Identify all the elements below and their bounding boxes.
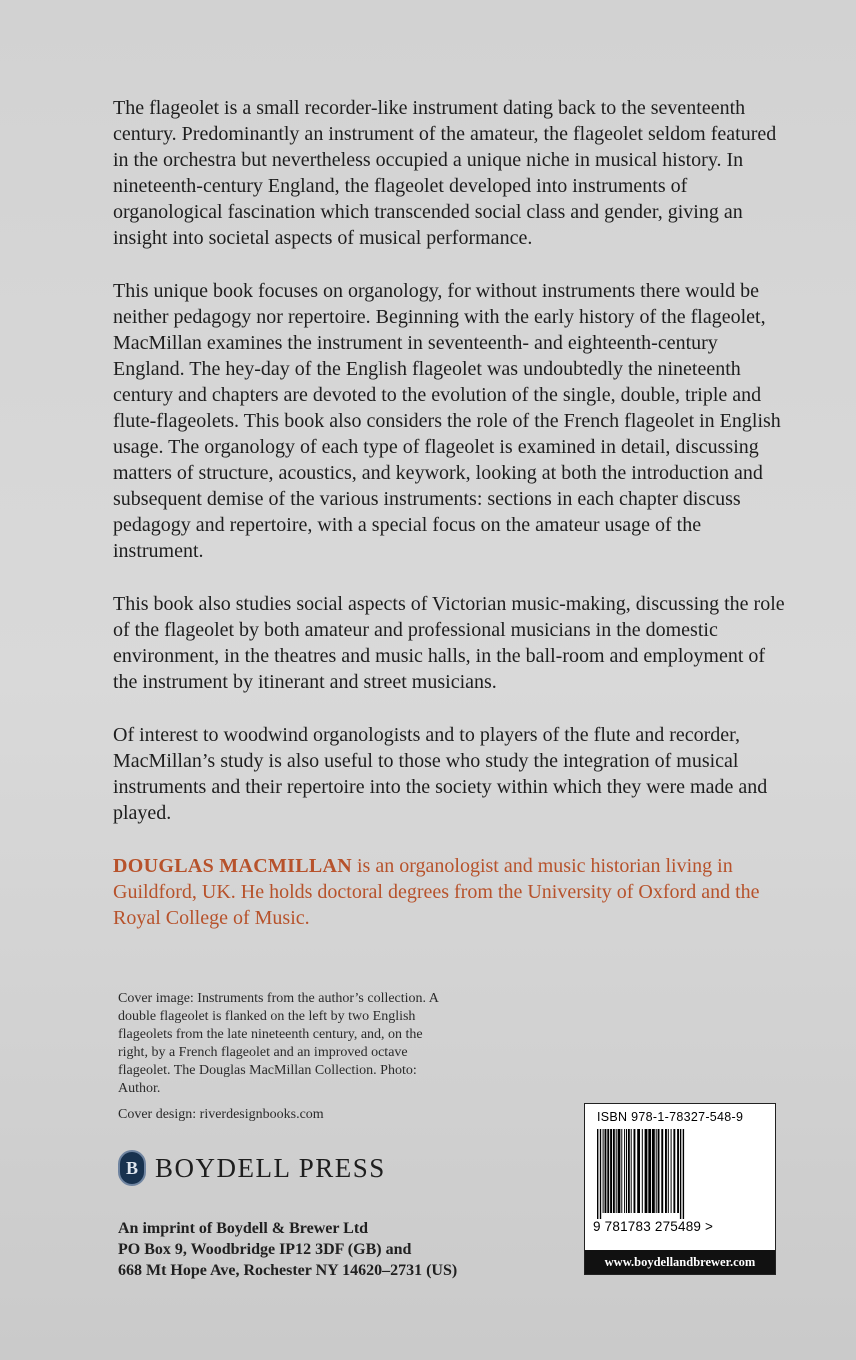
boydell-logo-icon: B — [118, 1150, 146, 1186]
publisher-name: BOYDELL PRESS — [155, 1152, 386, 1183]
barcode-bar — [673, 1129, 675, 1213]
author-name: DOUGLAS MACMILLAN — [113, 855, 352, 877]
barcode-bar — [616, 1129, 617, 1213]
ean-digits: 9 781783 275489 > — [593, 1219, 714, 1234]
imprint-line-1: An imprint of Boydell & Brewer Ltd — [118, 1220, 369, 1237]
description-paragraph-1: The flageolet is a small recorder-like instrument dating back to the seventeenth century. Predominantly an instrument of the amateur, the flageolet seldom featured in the orchestra but nevertheless occupied a unique niche in musical history. In nineteenth-century England, the flageolet developed into instruments of organological fascination which transcended social class and gender, giving an insight into societal aspects of musical performance. — [113, 97, 777, 249]
barcode-bar — [603, 1129, 604, 1213]
barcode-bar — [610, 1129, 612, 1213]
isbn-label: ISBN 978-1-78327-548-9 — [597, 1110, 744, 1124]
barcode-bar — [671, 1129, 672, 1213]
author-bio — [113, 853, 793, 931]
barcode-bar — [607, 1129, 609, 1213]
cover-credits — [118, 990, 448, 1124]
publisher-logo-block — [118, 1150, 386, 1186]
author-bio-text: is an organologist and music historian living in Guildford, UK. He holds doctoral degrees from the University of Oxford and the Royal College of Music. — [113, 855, 760, 929]
description-paragraph-4: Of interest to woodwind organologists and to players of the flute and recorder, MacMillan’s study is also useful to those who study the integration of musical instruments and their repertoire into the society within which they were made and played. — [113, 724, 768, 824]
cover-design-credit: Cover design: riverdesignbooks.com — [118, 1107, 324, 1122]
barcode-bar — [652, 1129, 655, 1213]
barcode-bar — [658, 1129, 660, 1213]
imprint-line-3: 668 Mt Hope Ave, Rochester NY 14620–2731 (US) — [118, 1262, 458, 1279]
barcode-bar — [656, 1129, 657, 1213]
barcode-box — [584, 1103, 776, 1275]
barcode-bar — [613, 1129, 615, 1213]
barcode-bar — [665, 1129, 667, 1213]
barcode-bar — [680, 1129, 681, 1219]
barcode-bar — [645, 1129, 648, 1213]
barcode-bar — [637, 1129, 640, 1213]
description-paragraph-2: This unique book focuses on organology, for without instruments there would be neither pedagogy nor repertoire. Beginning with the early history of the flageolet, MacMillan examines the instrument in seventeenth- and eighteenth-century England. The hey-day of the English flageolet was undoubtedly the nineteenth century and chapters are devoted to the evolution of the single, double, triple and flute-flageolets. This book also considers the role of the French flageolet in English usage. The organology of each type of flageolet is examined in detail, discussing matters of structure, acoustics, and keywork, looking at both the introduction and subsequent demise of the various instruments: sections in each chapter discuss pedagogy and repertoire, with a special focus on the amateur usage of the instrument. — [113, 280, 781, 562]
barcode-bar — [683, 1129, 684, 1219]
barcode-bar — [677, 1129, 679, 1213]
barcode-bar — [628, 1129, 630, 1213]
barcode-bar — [626, 1129, 627, 1213]
barcode-bar — [661, 1129, 663, 1213]
description-paragraph-3: This book also studies social aspects of Victorian music-making, discussing the role of the flageolet by both amateur and professional musicians in the domestic environment, in the theatres and music halls, in the ball-room and employment of the instrument by itinerant and street musicians. — [113, 593, 785, 693]
barcode-bar — [634, 1129, 636, 1213]
barcode-bar — [605, 1129, 607, 1213]
imprint-address — [118, 1218, 457, 1281]
barcode-bar — [631, 1129, 632, 1213]
barcode-bar — [624, 1129, 625, 1213]
barcode-bar — [642, 1129, 643, 1213]
barcode-icon — [595, 1129, 765, 1221]
barcode-bar — [597, 1129, 598, 1219]
back-cover-text — [113, 95, 793, 931]
barcode-bar — [668, 1129, 669, 1213]
barcode-bar — [621, 1129, 622, 1213]
imprint-line-2: PO Box 9, Woodbridge IP12 3DF (GB) and — [118, 1241, 412, 1258]
publisher-website: www.boydellandbrewer.com — [585, 1250, 775, 1274]
barcode-bar — [648, 1129, 651, 1213]
barcode-bar — [618, 1129, 621, 1213]
barcode-bar — [600, 1129, 601, 1219]
cover-image-credit: Cover image: Instruments from the author’s collection. A double flageolet is flanked on the left by two English flageolets from the late nineteenth century, and, on the right, by a French flageolet and an improved octave flageolet. The Douglas MacMillan Collection. Photo: Author. — [118, 991, 439, 1096]
